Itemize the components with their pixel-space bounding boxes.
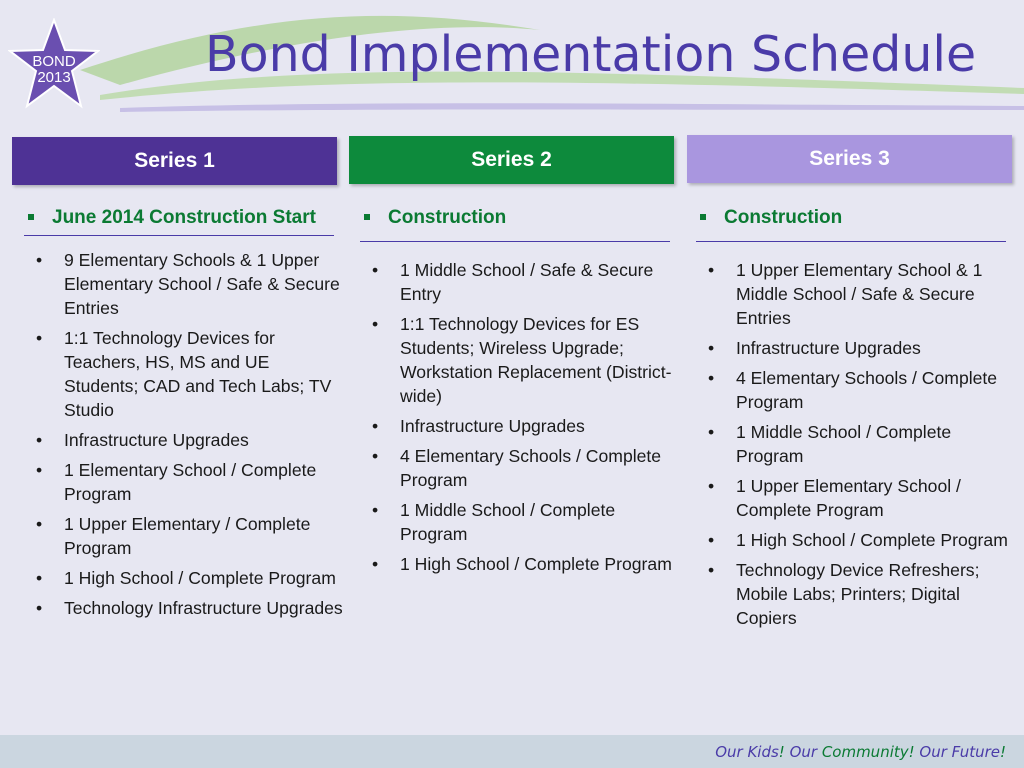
- list-item: • 1 Elementary School / Complete Program: [24, 458, 344, 506]
- series-1-heading-text: June 2014 Construction Start: [52, 207, 316, 228]
- divider: [360, 241, 670, 242]
- tagline-exclaim: !: [778, 743, 790, 761]
- list-item: • 1 High School / Complete Program: [24, 566, 344, 590]
- list-item: • 1 Upper Elementary School / Complete Program: [696, 474, 1016, 522]
- list-item: • 1:1 Technology Devices for Teachers, HS, MS and UE Students; CAD and Tech Labs; TV Studio: [24, 326, 344, 422]
- series-3-heading: [696, 205, 1011, 231]
- series-3-heading-text: Construction: [724, 207, 843, 228]
- list-item: • 4 Elementary Schools / Complete Program: [696, 366, 1016, 414]
- tagline-exclaim: !: [908, 743, 920, 761]
- series-2-header: Series 2: [349, 136, 674, 184]
- series-2-column: [360, 205, 675, 582]
- divider: [24, 235, 334, 236]
- series-2-heading-text: Construction: [388, 207, 507, 228]
- series-1-list: [24, 248, 343, 620]
- logo-text-line2: 2013: [37, 69, 71, 86]
- series-3-column: [696, 205, 1011, 636]
- list-item: • 1 Upper Elementary / Complete Program: [24, 512, 344, 560]
- list-item: • 1 High School / Complete Program: [696, 528, 1016, 552]
- list-item: • Technology Device Refreshers; Mobile Labs; Printers; Digital Copiers: [696, 558, 1016, 630]
- star-icon: [8, 18, 100, 110]
- list-item: • 1 Middle School / Safe & Secure Entry: [360, 258, 680, 306]
- tagline-future: Future: [951, 743, 1000, 761]
- logo-text-line1: BOND: [32, 53, 76, 70]
- series-3-header: Series 3: [687, 135, 1012, 183]
- series-2-heading: [360, 205, 675, 231]
- tagline-exclaim: !: [999, 743, 1006, 761]
- list-item: • Infrastructure Upgrades: [360, 414, 680, 438]
- tagline-community: Community: [821, 743, 909, 761]
- square-bullet-icon: [364, 214, 370, 220]
- list-item: • 1 Upper Elementary School & 1 Middle School / Safe & Secure Entries: [696, 258, 1016, 330]
- list-item: • 1 High School / Complete Program: [360, 552, 680, 576]
- tagline-our: Our: [715, 743, 748, 761]
- list-item: • Technology Infrastructure Upgrades: [24, 596, 344, 620]
- list-item: • 4 Elementary Schools / Complete Program: [360, 444, 680, 492]
- bond-2013-logo: [8, 18, 100, 110]
- list-item: • Infrastructure Upgrades: [24, 428, 344, 452]
- page-title: Bond Implementation Schedule: [205, 26, 977, 83]
- list-item: • 1 Middle School / Complete Program: [360, 498, 680, 546]
- square-bullet-icon: [700, 214, 706, 220]
- tagline-kids: Kids: [747, 743, 779, 761]
- list-item: • 1 Middle School / Complete Program: [696, 420, 1016, 468]
- series-3-list: [696, 258, 1011, 630]
- list-item: • Infrastructure Upgrades: [696, 336, 1016, 360]
- footer-bar: [0, 735, 1024, 768]
- series-1-heading: [24, 205, 339, 231]
- square-bullet-icon: [28, 214, 34, 220]
- tagline-our: Our: [919, 743, 952, 761]
- list-item: • 9 Elementary Schools & 1 Upper Elementary School / Safe & Secure Entries: [24, 248, 344, 320]
- tagline-our: Our: [789, 743, 822, 761]
- series-1-header: Series 1: [12, 137, 337, 185]
- footer-tagline: [715, 743, 1006, 761]
- divider: [696, 241, 1006, 242]
- list-item: • 1:1 Technology Devices for ES Students; Wireless Upgrade; Workstation Replacement (District-wide): [360, 312, 680, 408]
- series-1-column: [24, 205, 343, 626]
- series-2-list: [360, 258, 675, 576]
